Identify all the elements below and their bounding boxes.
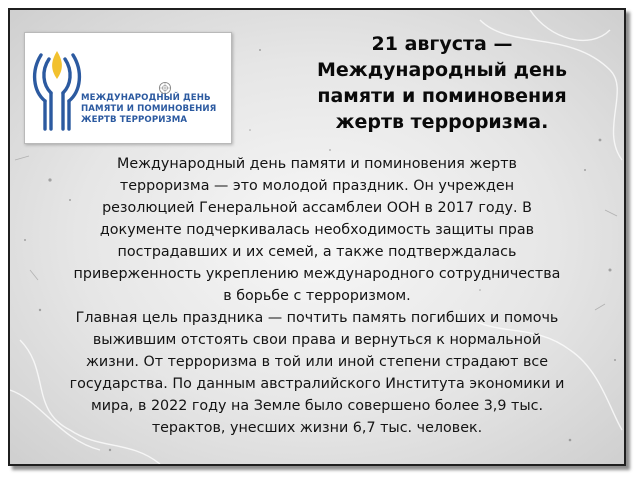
title-line: 21 августа —	[371, 33, 513, 55]
logo-line: ЖЕРТВ ТЕРРОРИЗМА	[81, 115, 188, 125]
event-logo	[24, 32, 232, 144]
text-line: Главная цель праздника — почтить память погибших и помочь	[75, 310, 559, 326]
logo-line: МЕЖДУНАРОДНЫЙ ДЕНЬ	[81, 93, 211, 103]
text-line: государства. По данным австралийского Института экономики и	[69, 376, 565, 392]
text-line: выжившим отстоять свои права и вернуться к нормальной	[92, 332, 542, 348]
text-line: Международный день памяти и поминовения жертв	[117, 156, 517, 172]
title-line: жертв терроризма.	[335, 111, 549, 133]
article-body	[14, 153, 620, 439]
text-line: терроризма — это молодой праздник. Он учрежден	[119, 178, 515, 194]
logo-line: ПАМЯТИ И ПОМИНОВЕНИЯ	[81, 104, 217, 114]
text-line: жизни. От терроризма в той или иной степени страдают все	[85, 354, 549, 370]
memorial-day-card	[8, 8, 626, 466]
title-line: памяти и поминовения	[317, 85, 567, 107]
paragraph-history	[14, 153, 620, 307]
paragraph-purpose	[14, 307, 620, 439]
text-line: терактов, унесших жизни 6,7 тыс. человек.	[151, 420, 483, 436]
title-line: Международный день	[317, 59, 567, 81]
text-line: документе подчеркивалась необходимость защиты прав	[99, 222, 535, 238]
text-line: пострадавших и их семей, а также подтверждалась	[117, 244, 517, 260]
text-line: резолюцией Генеральной ассамблеи ООН в 2017 году. В	[102, 200, 532, 216]
text-line: приверженность укреплению международного сотрудничества	[73, 266, 561, 282]
page-title	[272, 31, 612, 135]
flame-emblem-icon	[31, 41, 83, 135]
text-line: мира, в 2022 году на Земле было совершено более 3,9 тыс.	[90, 398, 544, 414]
text-line: в борьбе с терроризмом.	[223, 288, 411, 304]
logo-caption	[81, 93, 227, 126]
